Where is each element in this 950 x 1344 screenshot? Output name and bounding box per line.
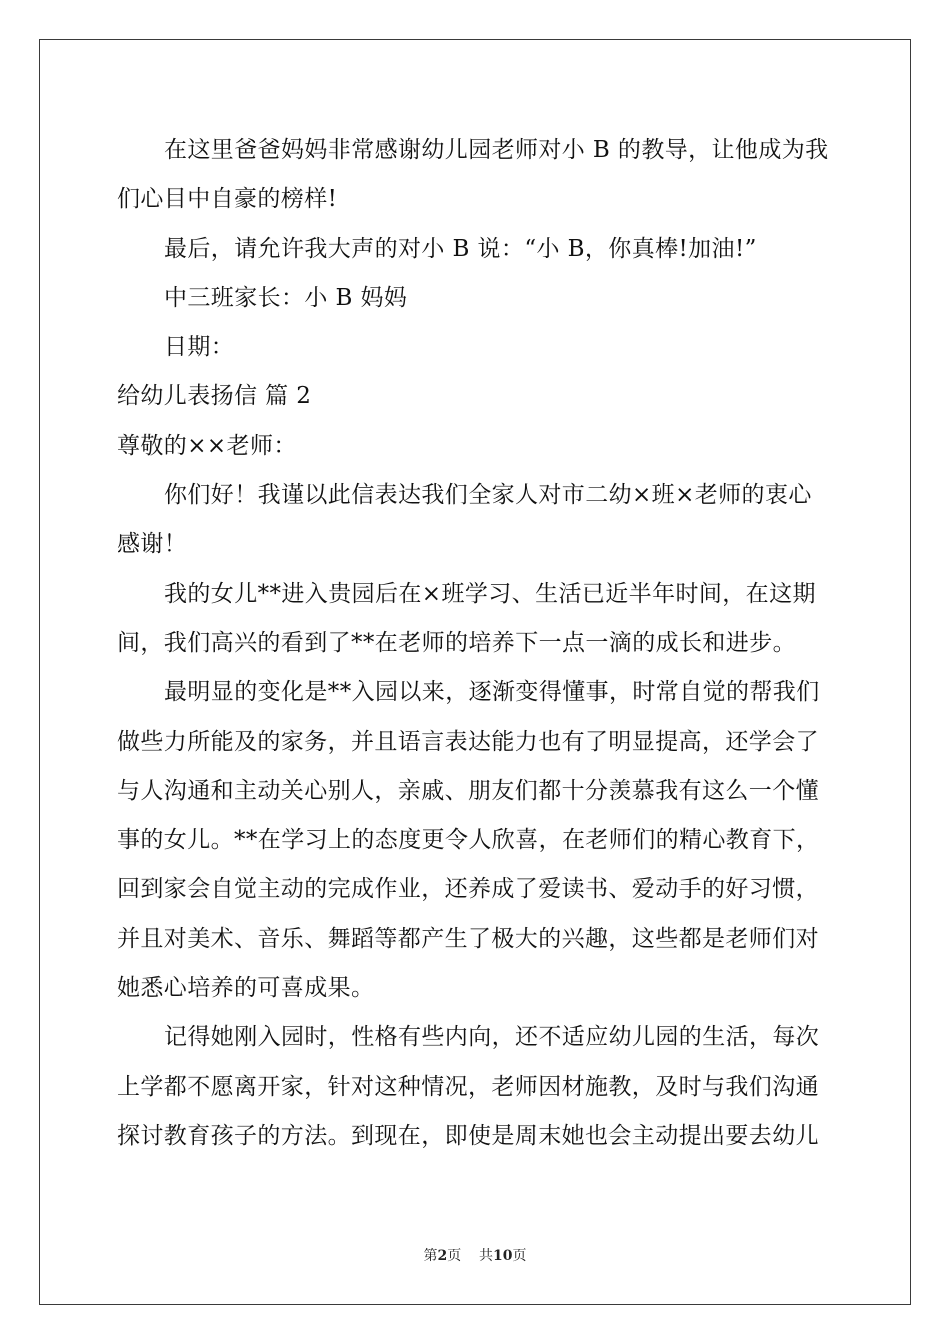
page-number: 2 (437, 1248, 448, 1264)
page-footer (0, 1245, 950, 1265)
page-suffix: 页 (447, 1248, 462, 1264)
text-line: 我的女儿**进入贵园后在×班学习、生活已近半年时间，在这期 (164, 580, 816, 607)
section-heading: 给幼儿表扬信 篇 2 (117, 383, 312, 410)
total-pages: 10 (493, 1248, 513, 1264)
text-line: 与人沟通和主动关心别人，亲戚、朋友们都十分羡慕我有这么一个懂 (117, 777, 819, 804)
text-line: 最明显的变化是**入园以来，逐渐变得懂事，时常自觉的帮我们 (164, 679, 820, 706)
text-line: 最后，请允许我大声的对小 B 说：“小 B，你真棒!加油!” (164, 235, 757, 262)
text-line: 记得她刚入园时，性格有些内向，还不适应幼儿园的生活，每次 (164, 1024, 820, 1051)
salutation-line: 尊敬的××老师： (117, 432, 297, 459)
text-line: 感谢！ (117, 531, 188, 558)
text-line: 们心目中自豪的榜样! (117, 186, 338, 213)
text-line: 上学都不愿离开家，针对这种情况，老师因材施教，及时与我们沟通 (117, 1073, 819, 1100)
document-body (117, 126, 833, 1161)
text-line: 做些力所能及的家务，并且语言表达能力也有了明显提高，还学会了 (117, 728, 819, 755)
text-line: 探讨教育孩子的方法。到现在，即使是周末她也会主动提出要去幼儿 (117, 1122, 819, 1149)
text-line: 事的女儿。**在学习上的态度更令人欣喜，在老师们的精心教育下， (117, 827, 820, 854)
text-line: 她悉心培养的可喜成果。 (117, 975, 375, 1002)
text-line: 间，我们高兴的看到了**在老师的培养下一点一滴的成长和进步。 (117, 629, 796, 656)
page-prefix: 第 (423, 1248, 438, 1264)
date-line: 日期： (164, 334, 235, 361)
text-line: 你们好！我谨以此信表达我们全家人对市二幼×班×老师的衷心 (164, 482, 812, 509)
total-prefix: 共 (479, 1248, 494, 1264)
total-suffix: 页 (512, 1248, 527, 1264)
text-line: 在这里爸爸妈妈非常感谢幼儿园老师对小 B 的教导，让他成为我 (164, 137, 829, 163)
signature-line: 中三班家长：小 B 妈妈 (164, 284, 408, 311)
text-line: 并且对美术、音乐、舞蹈等都产生了极大的兴趣，这些都是老师们对 (117, 925, 819, 952)
text-line: 回到家会自觉主动的完成作业，还养成了爱读书、爱动手的好习惯， (117, 876, 819, 903)
